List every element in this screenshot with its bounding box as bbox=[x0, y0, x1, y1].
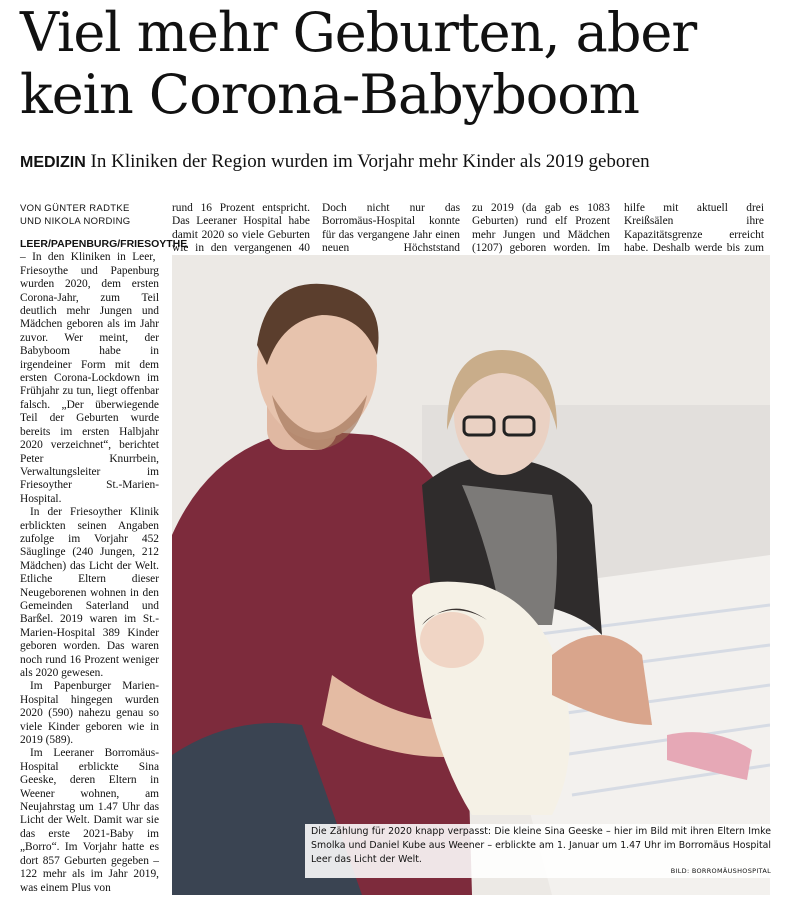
lead-text: – In den Kliniken in Leer, Friesoythe und Papenburg wurden 2020, dem ersten Corona-Jahr, zum Teil deutlich mehr Jungen und Mädchen geboren als im Jahr zuvor. Wer meint, der Babyboom habe in irgendeiner Form mit dem ersten Corona-Lockdown im Frühjahr zu tun, liegt offenbar falsch. „Der überwiegende Teil der Geburten wurde bereits im ersten Halbjahr 2020 verzeichnet“, berichtet Peter Knurrbein, Verwaltungsleiter im Friesoyther St.-Marien-Hospital. bbox=[20, 251, 159, 505]
paragraph: Doch nicht nur das Borromäus-Hospital konnte für das vergangene Jahr einen neuen Höchststand bbox=[322, 202, 460, 255]
family-photo-illustration bbox=[172, 255, 770, 895]
byline-line-2: UND NIKOLA NORDING bbox=[20, 216, 131, 227]
subline-text: In Kliniken der Region wurden im Vorjahr mehr Kinder als 2019 geboren bbox=[90, 151, 650, 172]
dateline: LEER/PAPENBURG/FRIESOYTHE bbox=[20, 238, 188, 250]
headline-line-1: Viel mehr Geburten, aber bbox=[20, 1, 697, 64]
paragraph: rund 16 Prozent entspricht. Das Leeraner Hospital habe damit 2020 so viele Geburten wie in den vergangenen 40 bbox=[172, 202, 310, 255]
photo-caption bbox=[305, 824, 777, 878]
lead-paragraph bbox=[20, 238, 188, 506]
headline bbox=[20, 2, 780, 126]
paragraph: In der Friesoyther Klinik erblickten seinen Angaben zufolge im Vorjahr 452 Säuglinge (240 Jungen, 212 Mädchen) das Licht der Welt. Etliche Eltern dieser Neugeborenen wohnen in den Gemeinden Saterland und Barßel. 2019 waren im St.-Marien-Hospital 389 Kinder geboren worden. Das waren noch rund 16 Prozent weniger als 2020 gewesen. bbox=[20, 506, 159, 679]
paragraph: Im Leeraner Borromäus-Hospital erblickte Sina Geeske, deren Eltern in Weener wohnen, am Neujahrstag um 1.47 Uhr das Licht der Welt. Damit war sie das erste 2021-Baby im „Borro“. Im Vorjahr hatte es dort 857 Geburten gegeben – 122 mehr als im Jahr 2019, was einem Plus von bbox=[20, 747, 159, 894]
caption-text: Die Zählung für 2020 knapp verpasst: Die kleine Sina Geeske – hier im Bild mit ihren Eltern Imke Smolka und Daniel Kube aus Weener – erblickte am 1. Januar um 1.47 Uhr im Borromäus Hospital Leer das Licht der Welt. bbox=[311, 826, 771, 865]
photo-credit: BILD: BORROMÄUSHOSPITAL bbox=[670, 867, 771, 875]
byline-line-1: VON GÜNTER RADTKE bbox=[20, 203, 130, 214]
headline-line-2: kein Corona-Babyboom bbox=[20, 63, 640, 126]
byline bbox=[20, 202, 130, 228]
paragraph: hilfe mit aktuell drei Kreißsälen ihre Kapazitätsgrenze erreicht habe. Deshalb werde bis zum bbox=[624, 202, 764, 255]
family-photo bbox=[172, 255, 770, 895]
subline bbox=[20, 151, 790, 173]
paragraph: Im Papenburger Marien-Hospital hingegen wurden 2020 (590) nahezu genau so viele Kinder geboren wie in 2019 (589). bbox=[20, 680, 159, 747]
paragraph: zu 2019 (da gab es 1083 Geburten) rund elf Prozent mehr Jungen und Mädchen (1207) geboren worden. Im bbox=[472, 202, 610, 255]
topic-kicker: MEDIZIN bbox=[20, 154, 86, 171]
article-column-1 bbox=[20, 238, 188, 895]
